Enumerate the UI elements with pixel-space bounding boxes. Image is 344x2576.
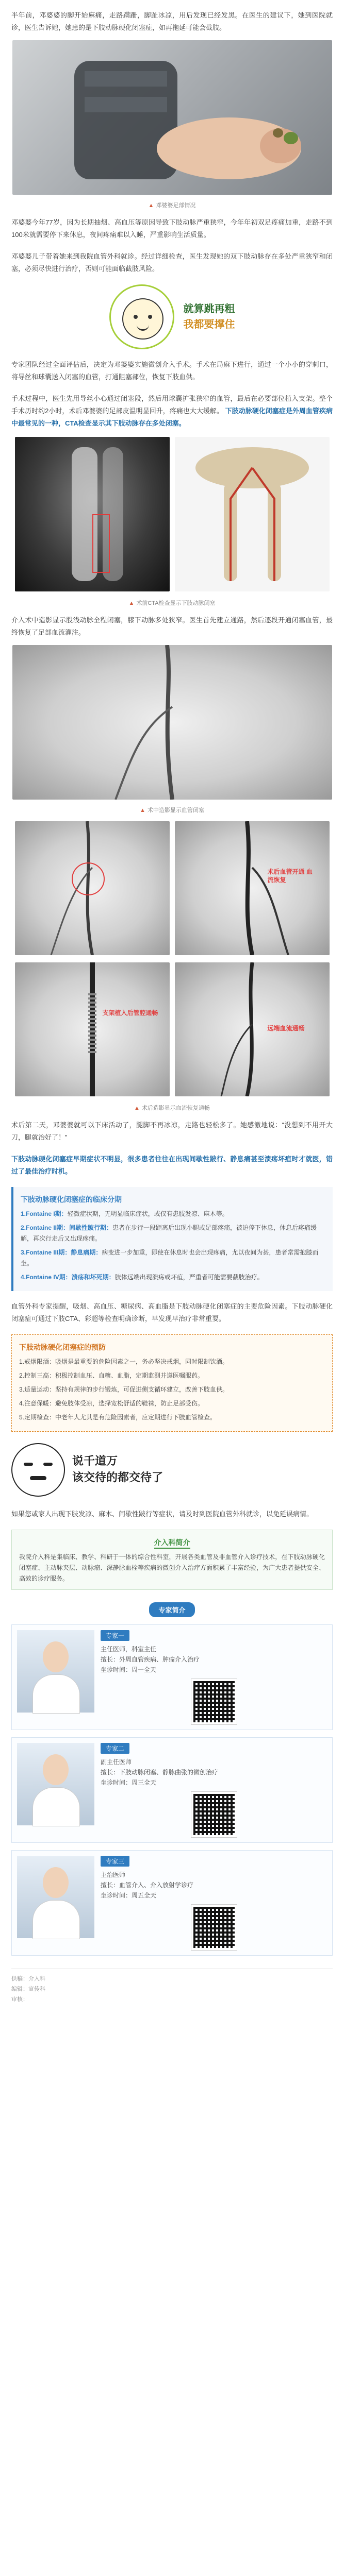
- footer-author: 供稿：介入科: [11, 1976, 45, 1982]
- comic-line-2: 该交待的都交待了: [72, 1471, 163, 1484]
- department-intro-text: 我院介入科是集临床、教学、科研于一体的综合性科室，开展各类血管及非血管介入诊疗技术，在下肢动脉硬化闭塞症、主动脉夹层、动脉瘤、深静脉血栓等疾病的微创介入治疗方面积累了丰富经验，为广大患者提供安全、高效的诊疗服务。: [19, 1553, 325, 1582]
- paragraph-5-highlight: 下肢动脉硬化闭塞症是外周血管疾病中最常见的一种，CTA检查显示其下肢动脉存在多处闭塞。: [11, 407, 333, 427]
- paragraph-2: 邓婆婆今年77岁，因为长期抽烟、高血压等原因导致下肢动脉严重狭窄，今年年初双足疼痛加重，走路不到100米就需要停下来休息，夜间疼痛难以入睡，严重影响生活质量。: [11, 218, 333, 239]
- xray-caption: ▲ 术前CTA检查显示下肢动脉闭塞: [128, 600, 216, 606]
- stage-item: 2.Fontaine II期：间歇性跛行期：患者在步行一段距离后出现小腿或足部疼痛，被迫停下休息，休息后疼痛缓解，再次行走后又出现疼痛。: [21, 1224, 317, 1242]
- comic-banner: [11, 1443, 333, 1497]
- before-marker-circle: [72, 862, 105, 895]
- paragraph-5-text: 手术过程中，医生先用导丝小心通过闭塞段，然后用球囊扩张狭窄的血管，最后在必要部位植入支架。整个手术历时约2小时，术后邓婆婆的足部皮温明显回升，疼痛也大大缓解。: [11, 395, 333, 415]
- angio-distal-right: [175, 962, 330, 1096]
- paragraph-4: 专家团队经过全面评估后，决定为邓婆婆实施微创介入手术。手术在局麻下进行，通过一个小小的穿刺口，将导丝和球囊送入闭塞的血管，打通阻塞部位，恢复下肢血供。: [11, 361, 333, 381]
- angio-after: [175, 821, 330, 955]
- expert-portrait: [17, 1743, 94, 1825]
- footer-editor: 编辑：宣传科: [11, 1986, 45, 1992]
- stage-item: 1.Fontaine I期：轻微症状期，无明显临床症状，或仅有患肢发凉、麻木等。: [21, 1210, 228, 1217]
- qr-code-icon[interactable]: [191, 1905, 237, 1950]
- expert-info-line: 坐诊时间：周五全天: [101, 1892, 157, 1899]
- expert-info-line: 坐诊时间：周三全天: [101, 1779, 157, 1786]
- expert-info-line: 擅长：血管介入、介入放射学诊疗: [101, 1882, 194, 1889]
- foot-photo: [12, 40, 332, 195]
- angio-pair-2: [11, 962, 333, 1096]
- meme-face-icon: [11, 1443, 65, 1497]
- paragraph-3: 邓婆婆儿子带着她来到我院血管外科就诊。经过详细检查，医生发现她的双下肢动脉存在多处严重狭窄和闭塞，必须尽快进行治疗，否则可能面临截肢风险。: [11, 252, 333, 273]
- expert-info-line: 主治医师: [101, 1871, 126, 1878]
- comic-slogan: [72, 1453, 163, 1486]
- prevention-item: 2.控制三高：积极控制血压、血糖、血脂，定期监测并遵医嘱服药。: [19, 1372, 204, 1379]
- mascot-line-1: 就算跳再粗: [183, 303, 235, 315]
- expert-info-line: 坐诊时间：周一全天: [101, 1666, 157, 1673]
- mascot-banner: [0, 284, 344, 349]
- angio-stent-illustration: [15, 962, 170, 1096]
- comic-line-1: 说千道万: [72, 1455, 118, 1468]
- angio-pair-1: [11, 821, 333, 955]
- expert-info-line: 主任医师，科室主任: [101, 1646, 157, 1653]
- stage-item: 4.Fontaine IV期：溃疡和坏死期：肢体远端出现溃疡或坏疽，严重者可能需要截肢治疗。: [21, 1274, 264, 1281]
- cta-3d-right: [175, 437, 330, 591]
- qr-code-icon[interactable]: [191, 1792, 237, 1837]
- mascot-line-2: 我都要撑住: [183, 319, 235, 330]
- prevention-item: 4.注意保暖：避免肢体受凉，选择宽松舒适的鞋袜，防止足部受伤。: [19, 1400, 204, 1407]
- clinical-stage-title: 下肢动脉硬化闭塞症的临床分期: [21, 1195, 122, 1204]
- distal-annotation: 远端血流通畅: [267, 1025, 305, 1032]
- photo1-caption: ▲ 邓婆婆足部情况: [148, 202, 196, 209]
- mascot-icon: [109, 284, 174, 349]
- department-intro-title: 介入科简介: [19, 1537, 325, 1548]
- article-footer: [11, 1968, 333, 2005]
- expert-name: 专家二: [101, 1743, 129, 1754]
- pelvis-3d-illustration: [175, 437, 330, 591]
- expert-card: [11, 1850, 333, 1956]
- intro-paragraph: 半年前，邓婆婆的脚开始麻痛，走路蹒跚，脚趾冰凉，用后发现已经发黑。在医生的建议下，她到医院就诊，医生告诉她，她患的是下肢动脉硬化闭塞症，如再拖延可能会截肢。: [11, 11, 333, 31]
- clinical-stage-box: [11, 1187, 333, 1291]
- expert-portrait: [17, 1630, 94, 1713]
- paragraph-10: 血管外科专家提醒，吸烟、高血压、糖尿病、高血脂是下肢动脉硬化闭塞症的主要危险因素。下肢动脉硬化闭塞症可通过下肢CTA、彩超等检查明确诊断，早发现早治疗非常重要。: [11, 1302, 333, 1323]
- after-annotation: 术后血管开通 血流恢复: [267, 868, 313, 884]
- foot-illustration: [12, 40, 332, 195]
- expert-info-line: 擅长：下肢动脉闭塞、静脉曲张的微创治疗: [101, 1769, 219, 1776]
- experts-header: 专家简介: [11, 1602, 333, 1617]
- stent-annotation: 支架植入后管腔通畅: [102, 1009, 158, 1016]
- angio-stent-left: [15, 962, 170, 1096]
- expert-portrait: [17, 1856, 94, 1938]
- expert-card: [11, 1737, 333, 1843]
- expert-name: 专家三: [101, 1856, 129, 1867]
- footer-reviewer: 审核：: [11, 1996, 28, 2003]
- paragraph-11: 如果您或家人出现下肢发凉、麻木、间歇性跛行等症状，请及时到医院血管外科就诊，以免延误病情。: [11, 1510, 314, 1518]
- paragraph-9-highlight: 下肢动脉硬化闭塞症早期症状不明显，很多患者往往在出现间歇性跛行、静息痛甚至溃疡坏疽时才就医，错过了最佳治疗时机。: [11, 1155, 333, 1175]
- paragraph-9: [11, 1153, 333, 1178]
- prevention-item: 1.戒烟限酒：吸烟是最重要的危险因素之一，务必坚决戒烟，同时限制饮酒。: [19, 1358, 229, 1365]
- paragraph-5: [11, 393, 333, 430]
- prevention-title: 下肢动脉硬化闭塞症的预防: [19, 1343, 106, 1351]
- stage-item: 3.Fontaine III期：静息痛期：病变进一步加重，即使在休息时也会出现疼痛，尤以夜间为甚，患者常需抱膝而坐。: [21, 1249, 319, 1267]
- cta-scan-left: [15, 437, 170, 591]
- department-intro-box: [11, 1530, 333, 1590]
- mascot-slogan: [184, 301, 235, 332]
- prevention-box: [11, 1334, 333, 1432]
- cta-image-row: [11, 437, 333, 591]
- angio-before: [15, 821, 170, 955]
- expert-info-line: 副主任医师: [101, 1758, 132, 1766]
- angio-vessel-illustration-1: [12, 645, 332, 800]
- occlusion-marker-box: [92, 514, 110, 573]
- paragraph-7: 介入术中造影显示股浅动脉全程闭塞，膝下动脉多处狭窄。医生首先建立通路，然后逐段开通闭塞血管，最终恢复了足部血流灌注。: [11, 616, 333, 636]
- angio-image-1: [12, 645, 332, 800]
- expert-name: 专家一: [101, 1630, 129, 1641]
- expert-info-line: 擅长：外周血管疾病、肿瘤介入治疗: [101, 1656, 200, 1663]
- qr-code-icon[interactable]: [191, 1679, 237, 1724]
- expert-card: [11, 1624, 333, 1730]
- angio2-caption: ▲ 术后造影显示血流恢复通畅: [134, 1105, 210, 1111]
- angio-after-illustration: [175, 821, 330, 955]
- angio1-caption: ▲ 术中造影显示血管闭塞: [140, 807, 204, 814]
- prevention-item: 5.定期检查：中老年人尤其是有危险因素者，应定期进行下肢血管检查。: [19, 1414, 217, 1421]
- paragraph-8: 术后第二天，邓婆婆就可以下床活动了，腿脚不再冰凉，走路也轻松多了。她感激地说：“没想到不用开大刀，腿就治好了！”: [11, 1121, 333, 1141]
- prevention-item: 3.适量运动：坚持有规律的步行锻炼，可促进侧支循环建立，改善下肢血供。: [19, 1386, 229, 1393]
